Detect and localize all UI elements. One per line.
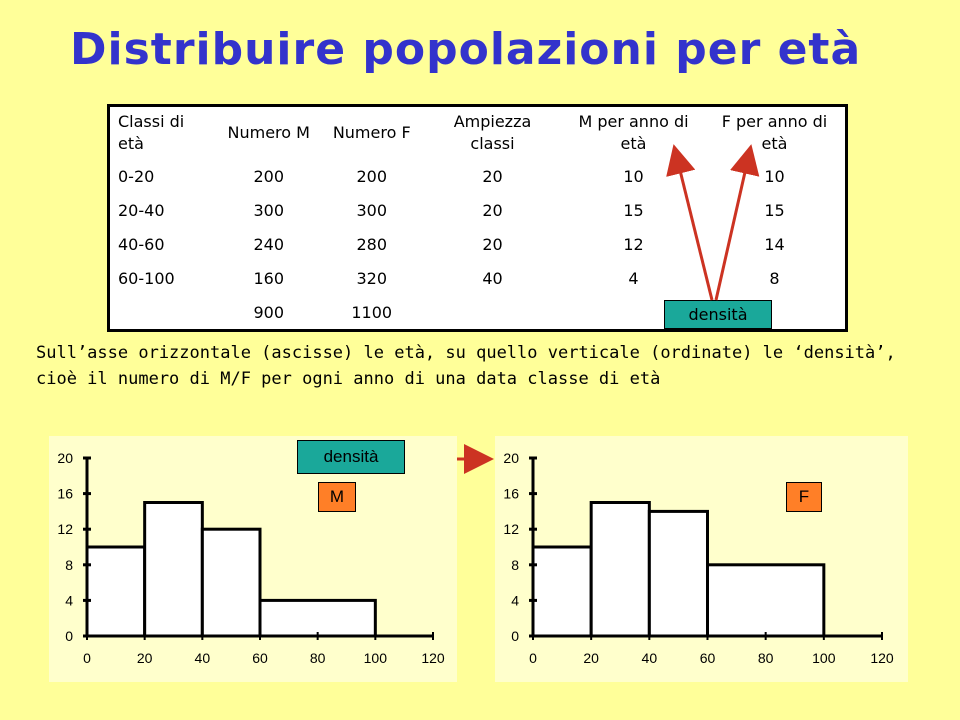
- x-tick-label: 80: [757, 650, 774, 666]
- y-tick-label: 4: [65, 592, 73, 609]
- x-tick-label: 40: [194, 650, 211, 666]
- x-tick-label: 20: [136, 650, 153, 666]
- y-tick-label: 12: [57, 521, 73, 538]
- header-numero-m: Numero M: [227, 123, 310, 142]
- table-cell: 40: [482, 268, 503, 288]
- y-tick-label: 12: [503, 521, 519, 538]
- densita-chart-label: densità: [297, 440, 405, 474]
- table-cell: 0-20: [118, 166, 155, 186]
- table-cell: 20: [482, 234, 503, 254]
- page-title: Distribuire popolazioni per età: [70, 24, 862, 75]
- table-cell: 15: [623, 200, 644, 220]
- table-cell: 320: [356, 268, 387, 288]
- table-cell: 240: [253, 234, 284, 254]
- table-cell: 60-100: [118, 268, 175, 288]
- x-tick-label: 120: [421, 650, 445, 666]
- histogram-bar: [260, 600, 375, 636]
- table-cell: 280: [356, 234, 387, 254]
- table-cell: 20: [482, 166, 503, 186]
- table-cell: 300: [356, 200, 387, 220]
- x-tick-label: 60: [252, 650, 268, 666]
- chart-f-panel: [495, 436, 908, 682]
- table-cell: 14: [764, 234, 785, 254]
- header-numero-f: Numero F: [332, 123, 411, 142]
- y-tick-label: 20: [57, 450, 73, 466]
- y-tick-label: 4: [511, 592, 519, 609]
- header-f-per-anno: F per anno di età: [721, 112, 828, 153]
- table-cell: 200: [356, 166, 387, 186]
- histogram-bar: [591, 503, 649, 637]
- histogram-bar: [649, 511, 707, 636]
- x-tick-label: 0: [83, 650, 91, 666]
- y-tick-label: 20: [503, 450, 519, 466]
- table-cell: 10: [764, 166, 785, 186]
- table-row: [110, 261, 845, 295]
- header-classi: Classi di età: [118, 112, 185, 153]
- table-cell: 160: [253, 268, 284, 288]
- y-tick-label: 16: [503, 485, 519, 502]
- densita-table-label: densità: [664, 300, 772, 329]
- x-tick-label: 120: [870, 650, 894, 666]
- x-tick-label: 60: [699, 650, 716, 666]
- table-cell: 300: [253, 200, 284, 220]
- table-cell: 15: [764, 200, 785, 220]
- table-cell: [110, 295, 216, 329]
- table-cell: [422, 295, 563, 329]
- table-cell: 8: [769, 268, 780, 288]
- table-cell: 4: [628, 268, 639, 288]
- table-cell: 10: [623, 166, 644, 186]
- description-line-2: cioè il numero di M/F per ogni anno di una data classe di età: [36, 369, 661, 389]
- header-ampiezza: Ampiezza classi: [453, 112, 532, 153]
- series-label-m: M: [318, 482, 356, 512]
- table-row: [110, 159, 845, 193]
- header-m-per-anno: M per anno di età: [578, 112, 689, 153]
- total-m: 900: [253, 302, 284, 322]
- table-cell: 200: [253, 166, 284, 186]
- x-tick-label: 100: [812, 650, 836, 666]
- y-tick-label: 0: [65, 628, 73, 644]
- table-cell: 12: [623, 234, 644, 254]
- chart-f: [495, 436, 908, 682]
- histogram-bar: [533, 547, 591, 636]
- x-tick-label: 20: [583, 650, 599, 666]
- description-line-1: Sull’asse orizzontale (ascisse) le età, su quello verticale (ordinate) le ‘densità’,: [36, 343, 896, 363]
- data-table: [107, 104, 848, 332]
- histogram-bar: [145, 503, 203, 637]
- y-tick-label: 0: [511, 628, 519, 644]
- table-cell: 20-40: [118, 200, 165, 220]
- x-tick-label: 80: [309, 650, 326, 666]
- population-table: [110, 107, 845, 329]
- x-tick-label: 100: [363, 650, 388, 666]
- y-tick-label: 8: [511, 556, 519, 573]
- total-f: 1100: [351, 302, 393, 322]
- histogram-bar: [708, 565, 824, 636]
- histogram-bar: [87, 547, 145, 636]
- table-cell: 20: [482, 200, 503, 220]
- histogram-bar: [202, 529, 260, 636]
- x-tick-label: 0: [529, 650, 537, 666]
- x-tick-label: 40: [641, 650, 658, 666]
- table-cell: 40-60: [118, 234, 165, 254]
- y-tick-label: 16: [57, 485, 73, 502]
- table-row: [110, 193, 845, 227]
- table-row: [110, 227, 845, 261]
- table-header-row: [110, 107, 845, 159]
- y-tick-label: 8: [65, 556, 73, 573]
- series-label-f: F: [786, 482, 822, 512]
